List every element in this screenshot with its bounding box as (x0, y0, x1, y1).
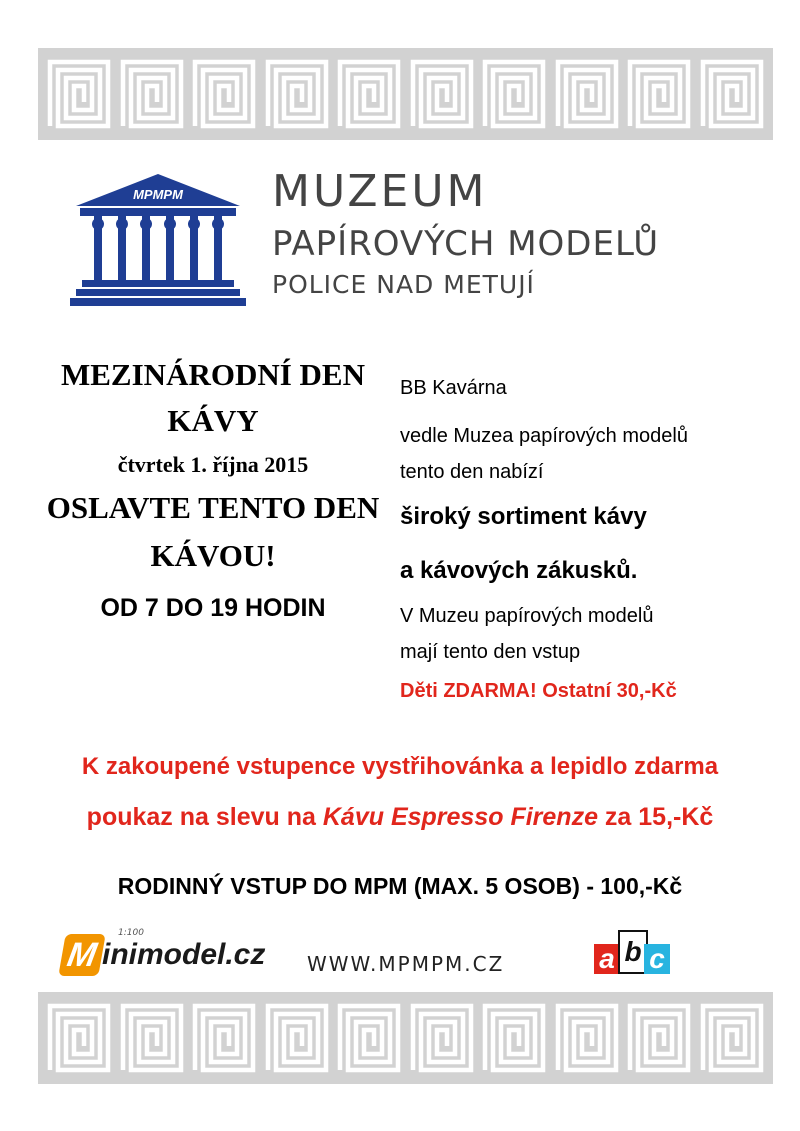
spiral-ornament-icon (697, 56, 767, 132)
museum-title-line3: POLICE NAD METUJÍ (272, 270, 535, 299)
promo-voucher-product: Kávu Espresso Firenze (322, 803, 598, 831)
spiral-ornament-icon (624, 56, 694, 132)
family-entry: RODINNÝ VSTUP DO MPM (MAX. 5 OSOB) - 100,-Kč (117, 873, 683, 899)
museum-title-line2: PAPÍROVÝCH MODELŮ (272, 224, 660, 264)
abc-letter-b: b (618, 930, 648, 974)
promo-voucher-prefix: poukaz na slevu na (86, 803, 323, 831)
logo-text: MPMPM (133, 187, 183, 202)
minimodel-m: M (58, 934, 105, 976)
event-hours: OD 7 DO 19 HODIN (100, 594, 326, 622)
spiral-ornament-icon (262, 1000, 332, 1076)
museum-entry-line2: mají tento den vstup (400, 641, 581, 663)
cafe-location: vedle Muzea papírových modelů (400, 425, 688, 447)
spiral-ornament-icon (262, 56, 332, 132)
minimodel-scale: 1:100 (118, 928, 144, 938)
minimodel-tld: .cz (225, 938, 266, 971)
spiral-ornament-icon (697, 1000, 767, 1076)
entry-prices: Děti ZDARMA! Ostatní 30,-Kč (400, 680, 677, 702)
abc-logo[interactable] (594, 930, 674, 978)
promo-voucher-suffix: za 15,-Kč (597, 803, 714, 831)
decorative-border-bottom (38, 992, 773, 1084)
spiral-ornament-icon (44, 1000, 114, 1076)
event-slogan: OSLAVTE TENTO DEN KÁVOU! (46, 490, 380, 573)
spiral-ornament-icon (44, 56, 114, 132)
spiral-ornament-icon (117, 1000, 187, 1076)
promo-voucher (0, 803, 800, 832)
spiral-ornament-icon (189, 56, 259, 132)
spiral-ornament-icon (624, 1000, 694, 1076)
museum-entry-line1: V Muzeu papírových modelů (400, 605, 654, 627)
cafe-offer-desserts: a kávových zákusků. (400, 557, 638, 584)
minimodel-name: inimodel (102, 938, 226, 971)
spiral-ornament-icon (189, 1000, 259, 1076)
museum-temple-logo (68, 170, 248, 310)
spiral-ornament-icon (407, 56, 477, 132)
museum-title-line1: MUZEUM (272, 166, 488, 217)
spiral-ornament-icon (117, 56, 187, 132)
cafe-offer-coffee: široký sortiment kávy (400, 503, 647, 530)
minimodel-logo[interactable] (62, 928, 272, 984)
spiral-ornament-icon (479, 1000, 549, 1076)
event-date: čtvrtek 1. října 2015 (117, 452, 309, 477)
promo-gift: K zakoupené vstupence vystřihovánka a lepidlo zdarma (81, 753, 719, 780)
abc-letter-c: c (644, 944, 670, 974)
spiral-ornament-icon (479, 56, 549, 132)
decorative-border-top (38, 48, 773, 140)
cafe-name: BB Kavárna (400, 377, 507, 399)
spiral-ornament-icon (334, 1000, 404, 1076)
spiral-ornament-icon (552, 1000, 622, 1076)
spiral-ornament-icon (407, 1000, 477, 1076)
minimodel-wordmark (102, 938, 265, 972)
abc-letter-a: a (594, 944, 620, 974)
spiral-ornament-icon (552, 56, 622, 132)
cafe-offer-intro: tento den nabízí (400, 461, 544, 483)
cafe-info (400, 370, 780, 703)
event-info (38, 352, 388, 623)
spiral-ornament-icon (334, 56, 404, 132)
website-link[interactable]: WWW.MPMPM.CZ (307, 952, 505, 976)
museum-title (272, 168, 659, 300)
event-title: MEZINÁRODNÍ DEN KÁVY (61, 357, 365, 438)
